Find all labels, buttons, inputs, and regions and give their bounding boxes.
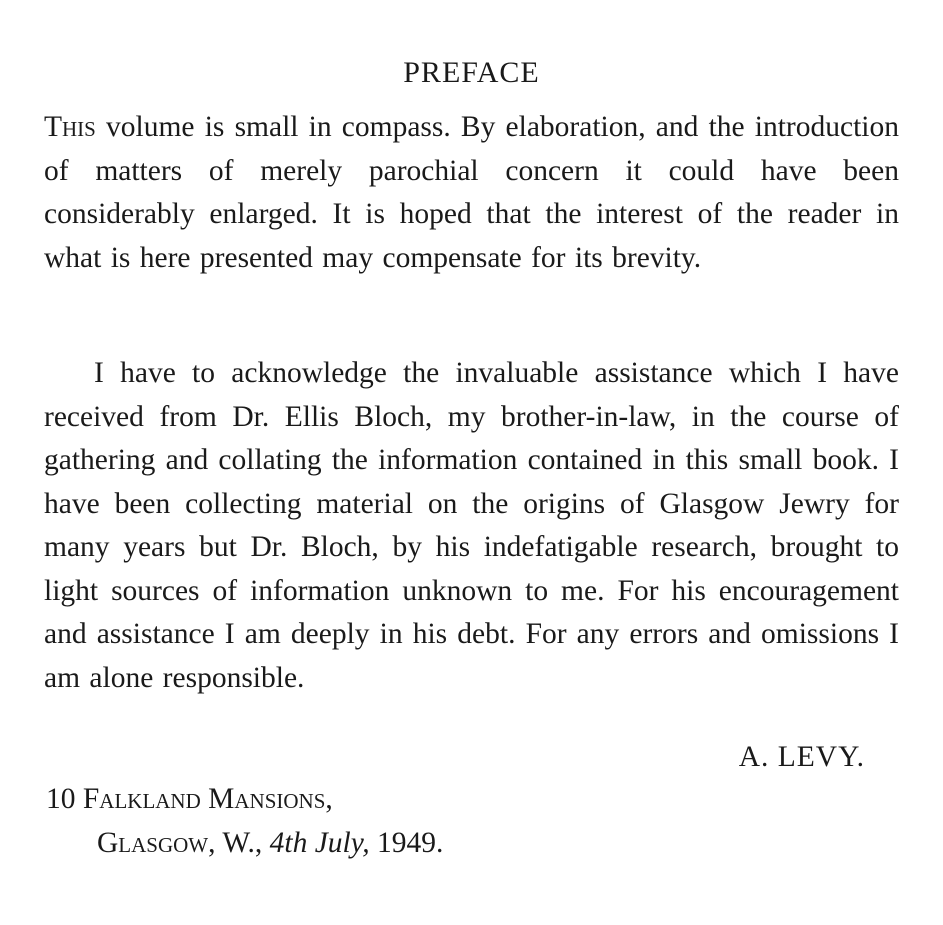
page-title: PREFACE [403, 56, 540, 89]
address-date: 4th July, [269, 827, 370, 859]
address-city: Glasgow [97, 827, 209, 859]
address-line-2 [97, 822, 443, 865]
address-street: Falkland Mansions, [82, 783, 333, 815]
preface-paragraph-2: I have to acknowledge the invaluable assistance which I have received from Dr. Ellis Bloch, my brother-in-law, in the course of gathering and collating the information contained in this small book. I have been collecting material on the origins of Glasgow Jewry for many years but Dr. Bloch, by his indefatigable research, brought to light sources of information unknown to me. For his encouragement and assistance I am deeply in his debt. For any errors and omissions I am alone responsible. [44, 357, 899, 694]
paragraph-1-text: volume is small in compass. By elaboration, and the introduction of matters of merely parochial concern it could have been considerably enlarged. It is hoped that the interest of the reader in what is here presented may compensate for its brevity. [44, 111, 899, 274]
address-line-1 [46, 778, 333, 821]
author-signature: A. LEVY. [738, 741, 865, 773]
address-district: , W., [208, 827, 270, 859]
address-number: 10 [46, 783, 83, 815]
address-year: 1949. [369, 827, 444, 859]
paragraph-lead-word: This [44, 111, 96, 143]
preface-paragraph-1 [44, 106, 899, 280]
